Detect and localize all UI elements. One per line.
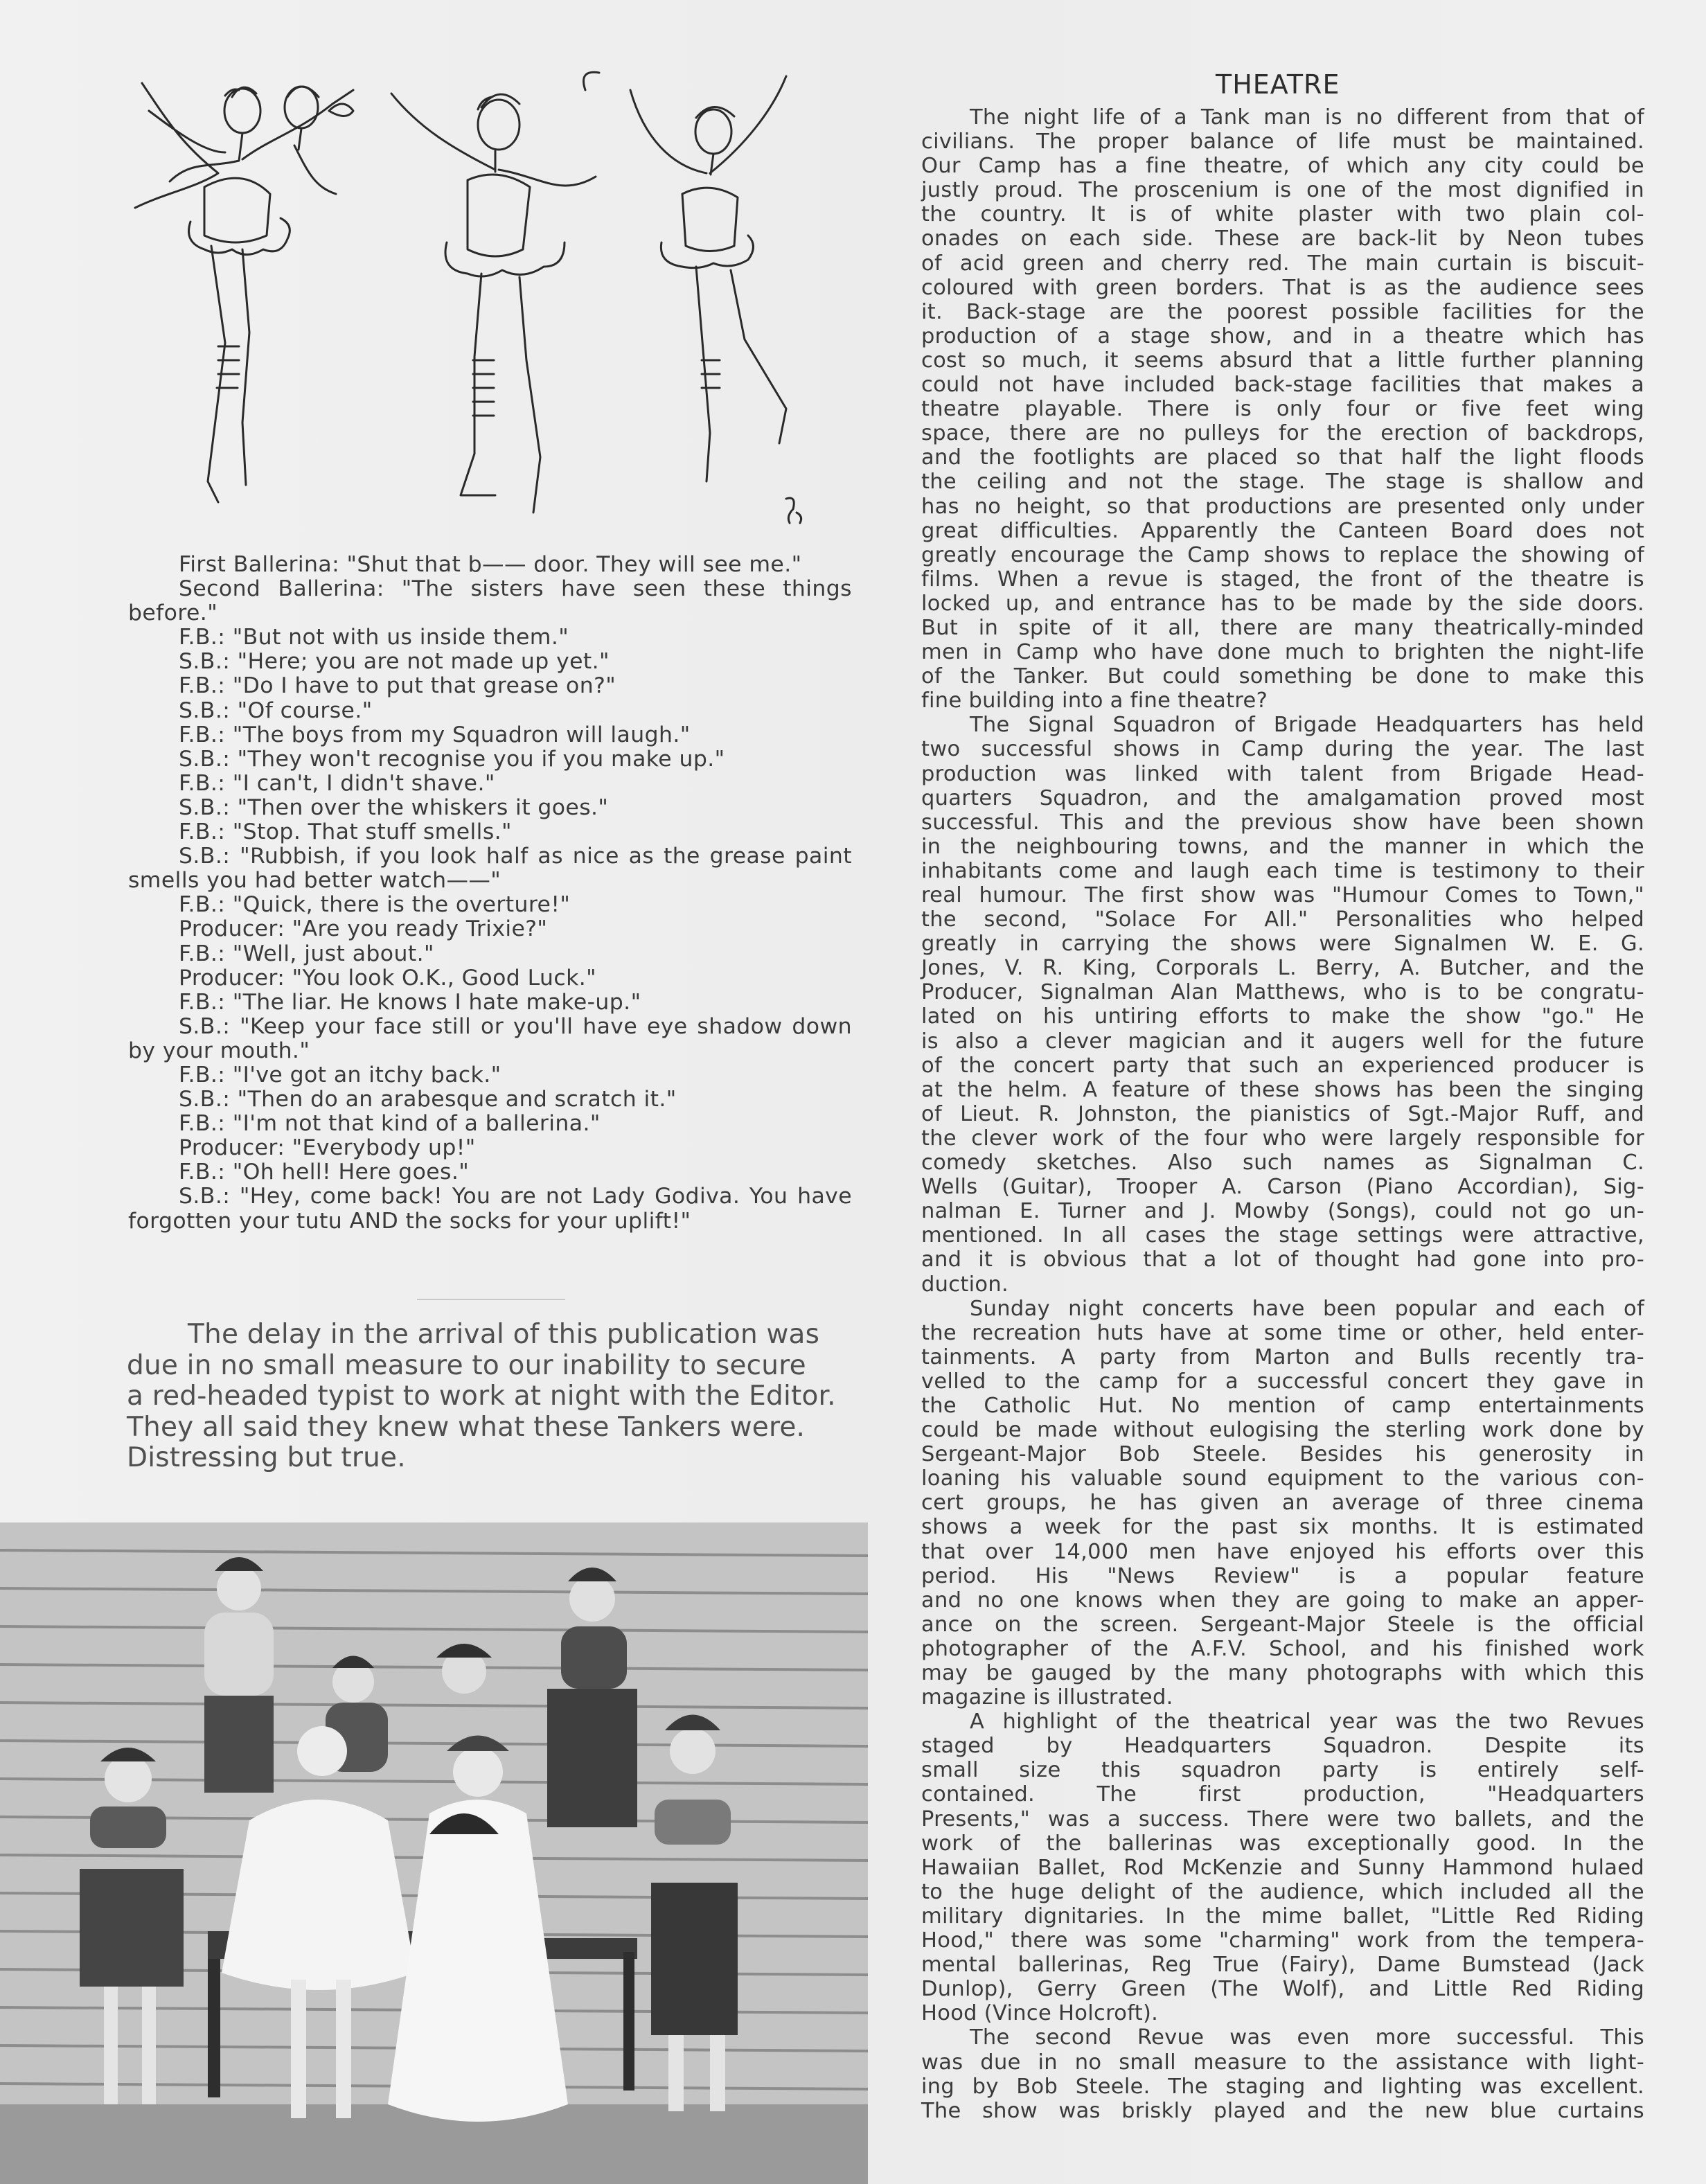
dialogue-line: S.B.: "Rubbish, if you look half as nice as the grease paint smells you had better watch——" xyxy=(128,844,852,894)
article-line: cert groups, he has given an average of three cinema xyxy=(921,1491,1644,1516)
dialogue-line: F.B.: "I can't, I didn't shave." xyxy=(179,770,495,796)
article-line: Wells (Guitar), Trooper A. Carson (Piano Accordian), Sig- xyxy=(921,1175,1644,1200)
article-line: Hood," there was some "charming" work from the tempera- xyxy=(921,1928,1644,1953)
dialogue-line: S.B.: "Then over the whiskers it goes." xyxy=(179,794,609,820)
article-line: to the huge delight of the audience, which included all the xyxy=(921,1879,1644,1904)
article-line: lated on his untiring efforts to make the show "go." He xyxy=(921,1004,1644,1029)
article-line: is also a clever magician and it augers well for the future xyxy=(921,1029,1644,1054)
article-line: and the footlights are placed so that half the light floods xyxy=(921,445,1644,470)
article-line: films. When a revue is staged, the front of the theatre is xyxy=(921,567,1644,592)
article-line: and no one knows when they are going to make an apper- xyxy=(921,1588,1644,1613)
notice-line: a red-headed typist to work at night with the Editor. xyxy=(127,1380,836,1412)
article-line: greatly in carrying the shows were Signalmen W. E. G. xyxy=(921,932,1644,957)
dialogue-line: F.B.: "I'm not that kind of a ballerina." xyxy=(179,1111,601,1137)
article-line: mentioned. In all cases the stage settings were attractive, xyxy=(921,1223,1644,1248)
article-line: the clever work of the four who were largely responsible for xyxy=(921,1126,1644,1151)
article-line: contained. The first production, "Headquarters xyxy=(921,1782,1644,1807)
dialogue-line: F.B.: "The boys from my Squadron will laugh." xyxy=(179,722,691,747)
article-line: Hawaiian Ballet, Rod McKenzie and Sunny Hammond hulaed xyxy=(921,1855,1644,1880)
article-line: work of the ballerinas was exceptionally good. In the xyxy=(921,1831,1644,1856)
article-line: The second Revue was even more successful. This xyxy=(970,2025,1644,2050)
article-line: fine building into a fine theatre? xyxy=(921,689,1268,713)
article-line: the ceiling and not the stage. The stage is shallow and xyxy=(921,470,1644,495)
article-line: period. His "News Review" is a popular feature xyxy=(921,1563,1644,1588)
article-line: was due in no small measure to the assistance with light- xyxy=(921,2050,1644,2075)
notice-line: They all said they knew what these Tankers were. xyxy=(127,1411,806,1443)
publication-delay-notice xyxy=(127,1320,854,1474)
dialogue-line: F.B.: "But not with us inside them." xyxy=(179,625,569,650)
article-line: the recreation huts have at some time or other, held enter- xyxy=(921,1320,1644,1345)
notice-line: Distressing but true. xyxy=(127,1442,406,1473)
article-line: space, there are no pulleys for the erection of backdrops, xyxy=(921,421,1644,446)
dialogue-line: F.B.: "Well, just about." xyxy=(179,941,434,966)
dialogue-line: F.B.: "Do I have to put that grease on?" xyxy=(179,673,616,699)
article-line: greatly encourage the Camp shows to replace the showing of xyxy=(921,542,1644,567)
notice-line: due in no small measure to our inability to secure xyxy=(127,1349,806,1381)
article-line: staged by Headquarters Squadron. Despite its xyxy=(921,1734,1644,1759)
article-line: great difficulties. Apparently the Canteen Board does not xyxy=(921,518,1644,543)
dialogue-line: Second Ballerina: "The sisters have seen these things before." xyxy=(128,576,852,626)
article-line: But in spite of it all, there are many theatrically-minded xyxy=(921,615,1644,640)
article-line: locked up, and entrance has to be made by the side doors. xyxy=(921,591,1644,616)
dialogue-line: First Ballerina: "Shut that b—— door. They will see me." xyxy=(179,552,802,577)
article-line: civilians. The proper balance of life must be maintained. xyxy=(921,130,1644,154)
article-line: shows a week for the past six months. It is estimated xyxy=(921,1515,1644,1540)
article-line: magazine is illustrated. xyxy=(921,1685,1173,1710)
article-line: The night life of a Tank man is no different from that of xyxy=(970,105,1644,130)
dialogue-line: S.B.: "Hey, come back! You are not Lady Godiva. You have forgotten your tutu AND the socks for your uplift!" xyxy=(128,1184,852,1234)
ballerinas-cartoon xyxy=(121,69,862,537)
article-line: The show was briskly played and the new blue curtains xyxy=(921,2098,1644,2123)
article-line: Dunlop), Gerry Green (The Wolf), and Little Red Riding xyxy=(921,1977,1644,2002)
article-line: justly proud. The proscenium is one of the most dignified in xyxy=(921,178,1644,203)
dialogue-line: Producer: "You look O.K., Good Luck." xyxy=(179,965,597,991)
theatre-article xyxy=(921,105,1644,2123)
article-line: and it is obvious that a lot of thought had gone into pro- xyxy=(921,1248,1644,1272)
article-line: quarters Squadron, and the amalgamation proved most xyxy=(921,785,1644,810)
article-line: successful. This and the previous show have been shown xyxy=(921,810,1644,835)
dialogue-line: S.B.: "Then do an arabesque and scratch it." xyxy=(179,1087,677,1112)
article-line: military dignitaries. In the mime ballet, "Little Red Riding xyxy=(921,1903,1644,1928)
dancers-photograph xyxy=(0,1522,868,2184)
article-line: Hood (Vince Holcroft). xyxy=(921,2001,1159,2026)
article-line: nalman E. Turner and J. Mowby (Songs), could not go un- xyxy=(921,1199,1644,1224)
article-line: of the Tanker. But could something be done to make this xyxy=(921,664,1644,689)
article-line: Sunday night concerts have been popular and each of xyxy=(970,1296,1644,1321)
article-line: onades on each side. These are back-lit by Neon tubes xyxy=(921,227,1644,251)
ballerina-dialogue xyxy=(128,553,852,1234)
dialogue-line: F.B.: "Quick, there is the overture!" xyxy=(179,892,571,918)
dialogue-line: S.B.: "Of course." xyxy=(179,698,373,723)
article-line: the second, "Solace For All." Personalities who helped xyxy=(921,907,1644,932)
article-line: ing by Bob Steele. The staging and lighting was excellent. xyxy=(921,2074,1644,2099)
article-line: photographer of the A.F.V. School, and his finished work xyxy=(921,1636,1644,1661)
article-line: production of a stage show, and in a theatre which has xyxy=(921,323,1644,348)
dialogue-line: Producer: "Are you ready Trixie?" xyxy=(179,916,548,942)
article-line: could be made without eulogising the sterling work done by xyxy=(921,1418,1644,1443)
article-line: may be gauged by the many photographs with which this xyxy=(921,1661,1644,1685)
article-line: the Catholic Hut. No mention of camp entertainments xyxy=(921,1393,1644,1418)
dialogue-line: Producer: "Everybody up!" xyxy=(179,1135,476,1161)
article-line: that over 14,000 men have enjoyed his efforts over this xyxy=(921,1539,1644,1564)
article-line: duction. xyxy=(921,1272,1009,1297)
article-line: two successful shows in Camp during the year. The last xyxy=(921,737,1644,762)
article-line: men in Camp who have done much to brighten the night-life xyxy=(921,640,1644,665)
dialogue-line: F.B.: "Stop. That stuff smells." xyxy=(179,819,512,845)
notice-line: The delay in the arrival of this publication was xyxy=(188,1319,820,1350)
article-line: Sergeant-Major Bob Steele. Besides his generosity in xyxy=(921,1442,1644,1467)
article-line: The Signal Squadron of Brigade Headquarters has held xyxy=(970,713,1644,738)
article-line: Jones, V. R. King, Corporals L. Berry, A. Butcher, and the xyxy=(921,956,1644,981)
article-line: of Lieut. R. Johnston, the pianistics of Sgt.-Major Ruff, and xyxy=(921,1101,1644,1126)
article-line: could not have included back-stage facilities that makes a xyxy=(921,373,1644,398)
article-line: Producer, Signalman Alan Matthews, who is to be congratu- xyxy=(921,980,1644,1005)
article-line: inhabitants come and laugh each time is testimony to their xyxy=(921,858,1644,883)
dialogue-line: S.B.: "Keep your face still or you'll have eye shadow down by your mouth." xyxy=(128,1013,852,1063)
article-line: has no height, so that productions are presented only under xyxy=(921,494,1644,519)
article-line: production was linked with talent from Brigade Head- xyxy=(921,761,1644,786)
article-line: at the helm. A feature of these shows has been the singing xyxy=(921,1077,1644,1102)
article-line: mental ballerinas, Reg True (Fairy), Dame Bumstead (Jack xyxy=(921,1953,1644,1978)
article-line: the country. It is of white plaster with two plain col- xyxy=(921,202,1644,227)
dialogue-line: F.B.: "The liar. He knows I hate make-up." xyxy=(179,989,641,1015)
article-line: ance on the screen. Sergeant-Major Steele is the official xyxy=(921,1612,1644,1637)
article-line: in the neighbouring towns, and the manner in which the xyxy=(921,834,1644,859)
article-line: tainments. A party from Marton and Bulls recently tra- xyxy=(921,1344,1644,1369)
article-line: of the concert party that such an experienced producer is xyxy=(921,1053,1644,1078)
article-line: Our Camp has a fine theatre, of which any city could be xyxy=(921,154,1644,179)
article-line: of acid green and cherry red. The main curtain is biscuit- xyxy=(921,251,1644,276)
divider-rule xyxy=(417,1299,565,1300)
article-line: it. Back-stage are the poorest possible facilities for the xyxy=(921,299,1644,324)
dialogue-line: F.B.: "I've got an itchy back." xyxy=(179,1062,501,1087)
dialogue-line: S.B.: "They won't recognise you if you make up." xyxy=(179,746,725,772)
article-line: A highlight of the theatrical year was the two Revues xyxy=(970,1710,1644,1734)
article-line: small size this squadron party is entirely self- xyxy=(921,1758,1644,1783)
dialogue-line: F.B.: "Oh hell! Here goes." xyxy=(179,1160,470,1185)
article-line: real humour. The first show was "Humour Comes to Town," xyxy=(921,883,1644,907)
dialogue-line: S.B.: "Here; you are not made up yet." xyxy=(179,649,610,675)
theatre-heading: THEATRE xyxy=(1216,69,1340,100)
article-line: coloured with green borders. That is as the audience sees xyxy=(921,275,1644,300)
article-line: comedy sketches. Also such names as Signalman C. xyxy=(921,1151,1644,1175)
article-line: cost so much, it seems absurd that a little further planning xyxy=(921,348,1644,373)
article-line: loaning his valuable sound equipment to the various con- xyxy=(921,1466,1644,1491)
article-line: theatre playable. There is only four or five feet wing xyxy=(921,397,1644,422)
article-line: velled to the camp for a successful concert they gave in xyxy=(921,1369,1644,1394)
article-line: Presents," was a success. There were two ballets, and the xyxy=(921,1806,1644,1831)
